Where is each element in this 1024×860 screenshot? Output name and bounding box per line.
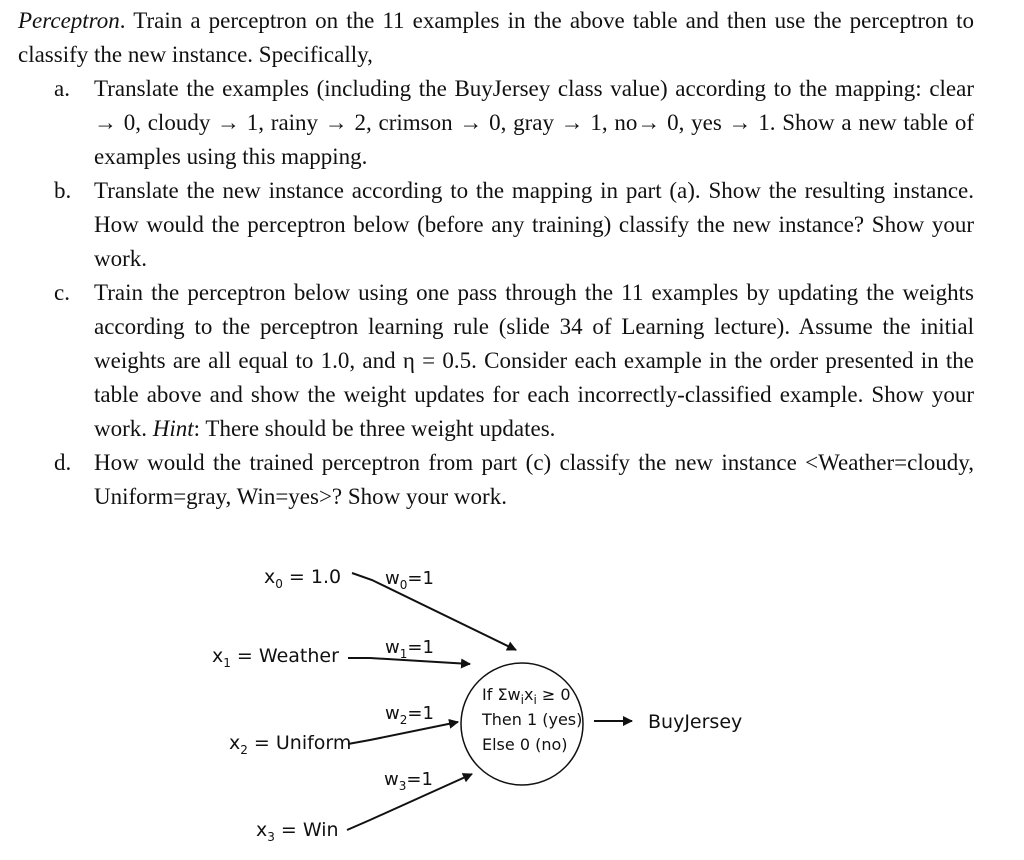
problem-title: Perceptron — [18, 8, 120, 33]
weight-w0-label: $w_0=1$ — [385, 568, 434, 592]
question-marker: d. — [54, 450, 72, 475]
problem-intro-text: . Train a perceptron on the 11 examples in the above table and then use the perceptron to classify the new instance. Specifically, — [18, 8, 974, 67]
question-b — [18, 174, 974, 276]
question-marker: a. — [54, 76, 70, 101]
input-x1-label: $x_1$ = Weather — [212, 645, 339, 670]
question-text: How would the trained perceptron from part (c) classify the new instance <Weather=cloudy, Uniform=gray, Win=yes>? Show your work. — [94, 450, 974, 509]
output-label: BuyJersey — [648, 711, 743, 733]
weight-w3-label: $w_3=1$ — [384, 769, 433, 793]
node-condition: If $\Sigma w_ix_i \ge 0$ — [482, 685, 571, 707]
problem-intro — [18, 4, 974, 72]
input-x0-label: $x_0 = 1.0$ — [264, 566, 342, 591]
problem-document — [18, 4, 974, 514]
hint-text: : There should be three weight updates. — [193, 416, 556, 441]
node-else: Else 0 (no) — [482, 735, 568, 754]
input-x3-label: $x_3$ = Win — [256, 819, 339, 844]
question-d — [18, 446, 974, 514]
question-text: Translate the examples (including the BuyJersey class value) according to the mapping: clear → 0, cloudy → 1, rainy → 2, crimson → 0, gray → 1, no→ 0, yes → 1. Show a new table of examples using this mapping. — [94, 76, 974, 169]
question-c — [18, 276, 974, 446]
hint-label: Hint — [152, 416, 194, 441]
question-marker: b. — [54, 178, 72, 203]
weight-w2-label: $w_2=1$ — [385, 703, 434, 727]
edge-x0 — [352, 573, 516, 650]
question-text: Translate the new instance according to the mapping in part (a). Show the resulting instance. How would the perceptron below (before any training) classify the new instance? Show your work. — [94, 178, 974, 271]
perceptron-diagram — [0, 540, 1024, 860]
question-a — [18, 72, 974, 174]
weight-w1-label: $w_1=1$ — [385, 637, 434, 661]
question-list — [18, 72, 974, 514]
input-x2-label: $x_2$ = Uniform — [229, 732, 352, 757]
edge-x1 — [348, 658, 470, 664]
question-text: Train the perceptron below using one pass through the 11 examples by updating the weights according to the perceptron learning rule (slide 34 of Learning lecture). Assume the initial weights are all equal to 1.0, and η = 0.5. Consider each example in the order presented in the table above and show the weight updates for each incorrectly-classified example. Show your work. — [94, 280, 974, 441]
question-marker: c. — [54, 280, 70, 305]
node-then: Then 1 (yes) — [482, 710, 583, 729]
